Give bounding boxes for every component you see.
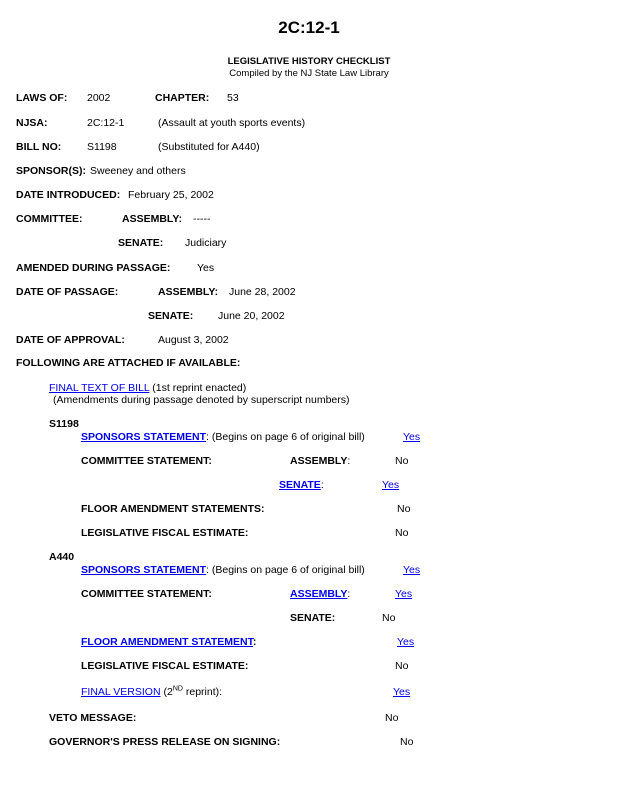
laws-of-value: 2002	[87, 92, 111, 104]
s1198-committee-label: COMMITTEE STATEMENT:	[81, 455, 212, 467]
s1198-sponsors-link[interactable]: SPONSORS STATEMENT	[81, 431, 207, 443]
njsa-note: (Assault at youth sports events)	[158, 117, 306, 129]
amended-value: Yes	[197, 262, 215, 274]
s1198-fiscal-value: No	[395, 527, 409, 539]
page-subtitle: LEGISLATIVE HISTORY CHECKLIST	[227, 56, 391, 67]
a440-final-line	[81, 686, 222, 698]
bill-no-value: S1198	[87, 141, 117, 153]
final-text-link[interactable]: FINAL TEXT OF BILL	[49, 382, 150, 394]
a440-sponsors-yes-link[interactable]: Yes	[403, 564, 421, 576]
s1198-fiscal-label: LEGISLATIVE FISCAL ESTIMATE:	[81, 527, 249, 539]
veto-label: VETO MESSAGE:	[49, 712, 137, 724]
attachments-heading: FOLLOWING ARE ATTACHED IF AVAILABLE:	[16, 357, 241, 369]
final-text-line	[49, 382, 246, 394]
s1198-heading: S1198	[49, 418, 79, 430]
a440-floor-colon: :	[252, 636, 257, 648]
a440-senate-label: SENATE:	[290, 612, 336, 624]
a440-assembly-line	[290, 588, 350, 600]
bill-no-label: BILL NO:	[16, 141, 62, 153]
amended-label: AMENDED DURING PASSAGE:	[16, 262, 171, 274]
a440-assembly-colon: :	[347, 588, 351, 600]
committee-assembly-value: -----	[193, 213, 211, 225]
date-of-approval-label: DATE OF APPROVAL:	[16, 334, 125, 346]
committee-assembly-label: ASSEMBLY:	[122, 213, 183, 225]
a440-floor-line	[81, 636, 256, 648]
s1198-sponsors-note: : (Begins on page 6 of original bill)	[206, 431, 365, 443]
s1198-sponsors-yes-link[interactable]: Yes	[403, 431, 421, 443]
a440-committee-label: COMMITTEE STATEMENT:	[81, 588, 212, 600]
a440-assembly-yes-link[interactable]: Yes	[395, 588, 413, 600]
a440-final-yes-link[interactable]: Yes	[393, 686, 411, 698]
s1198-senate-yes-link[interactable]: Yes	[382, 479, 400, 491]
a440-fiscal-value: No	[395, 660, 409, 672]
a440-senate-value: No	[382, 612, 396, 624]
veto-value: No	[385, 712, 399, 724]
s1198-sponsors-line	[81, 431, 365, 443]
njsa-value: 2C:12-1	[87, 117, 125, 129]
a440-assembly-link[interactable]: ASSEMBLY	[290, 588, 348, 600]
a440-final-pre: (2	[160, 686, 173, 698]
s1198-floor-value: No	[397, 503, 411, 515]
sponsors-label: SPONSOR(S):	[16, 165, 87, 177]
sponsors-value: Sweeney and others	[90, 165, 186, 177]
chapter-value: 53	[227, 92, 239, 104]
date-of-passage-label: DATE OF PASSAGE:	[16, 286, 119, 298]
passage-senate-value: June 20, 2002	[218, 310, 285, 322]
passage-assembly-label: ASSEMBLY:	[158, 286, 219, 298]
s1198-assembly-line	[290, 455, 350, 467]
bill-no-note: (Substituted for A440)	[158, 141, 260, 153]
a440-floor-link[interactable]: FLOOR AMENDMENT STATEMENT	[81, 636, 253, 648]
date-of-approval-value: August 3, 2002	[158, 334, 229, 346]
final-text-note: (Amendments during passage denoted by superscript numbers)	[53, 394, 350, 406]
chapter-label: CHAPTER:	[155, 92, 210, 104]
committee-senate-label: SENATE:	[118, 237, 164, 249]
s1198-senate-link[interactable]: SENATE	[279, 479, 321, 491]
a440-floor-yes-link[interactable]: Yes	[397, 636, 415, 648]
s1198-senate-colon: :	[320, 479, 324, 491]
a440-fiscal-label: LEGISLATIVE FISCAL ESTIMATE:	[81, 660, 249, 672]
committee-senate-value: Judiciary	[185, 237, 227, 249]
compiled-by: Compiled by the NJ State Law Library	[229, 68, 389, 79]
s1198-senate-line	[279, 479, 324, 491]
final-text-paren: (1st reprint enacted)	[149, 382, 247, 394]
a440-heading: A440	[49, 551, 75, 563]
a440-final-sup: ND	[172, 685, 183, 693]
a440-sponsors-note: : (Begins on page 6 of original bill)	[206, 564, 365, 576]
a440-final-post: reprint):	[182, 686, 223, 698]
njsa-label: NJSA:	[16, 117, 48, 129]
a440-sponsors-line	[81, 564, 365, 576]
s1198-assembly-label: ASSEMBLY	[290, 455, 348, 467]
page-title: 2C:12-1	[278, 18, 340, 37]
a440-sponsors-link[interactable]: SPONSORS STATEMENT	[81, 564, 207, 576]
passage-senate-label: SENATE:	[148, 310, 194, 322]
s1198-assembly-value: No	[395, 455, 409, 467]
committee-label: COMMITTEE:	[16, 213, 83, 225]
governor-value: No	[400, 736, 414, 748]
date-introduced-value: February 25, 2002	[128, 189, 214, 201]
date-introduced-label: DATE INTRODUCED:	[16, 189, 121, 201]
a440-final-link[interactable]: FINAL VERSION	[81, 686, 161, 698]
governor-label: GOVERNOR'S PRESS RELEASE ON SIGNING:	[49, 736, 281, 748]
s1198-assembly-colon: :	[347, 455, 351, 467]
laws-of-label: LAWS OF:	[16, 92, 68, 104]
passage-assembly-value: June 28, 2002	[229, 286, 296, 298]
s1198-floor-label: FLOOR AMENDMENT STATEMENTS:	[81, 503, 265, 515]
